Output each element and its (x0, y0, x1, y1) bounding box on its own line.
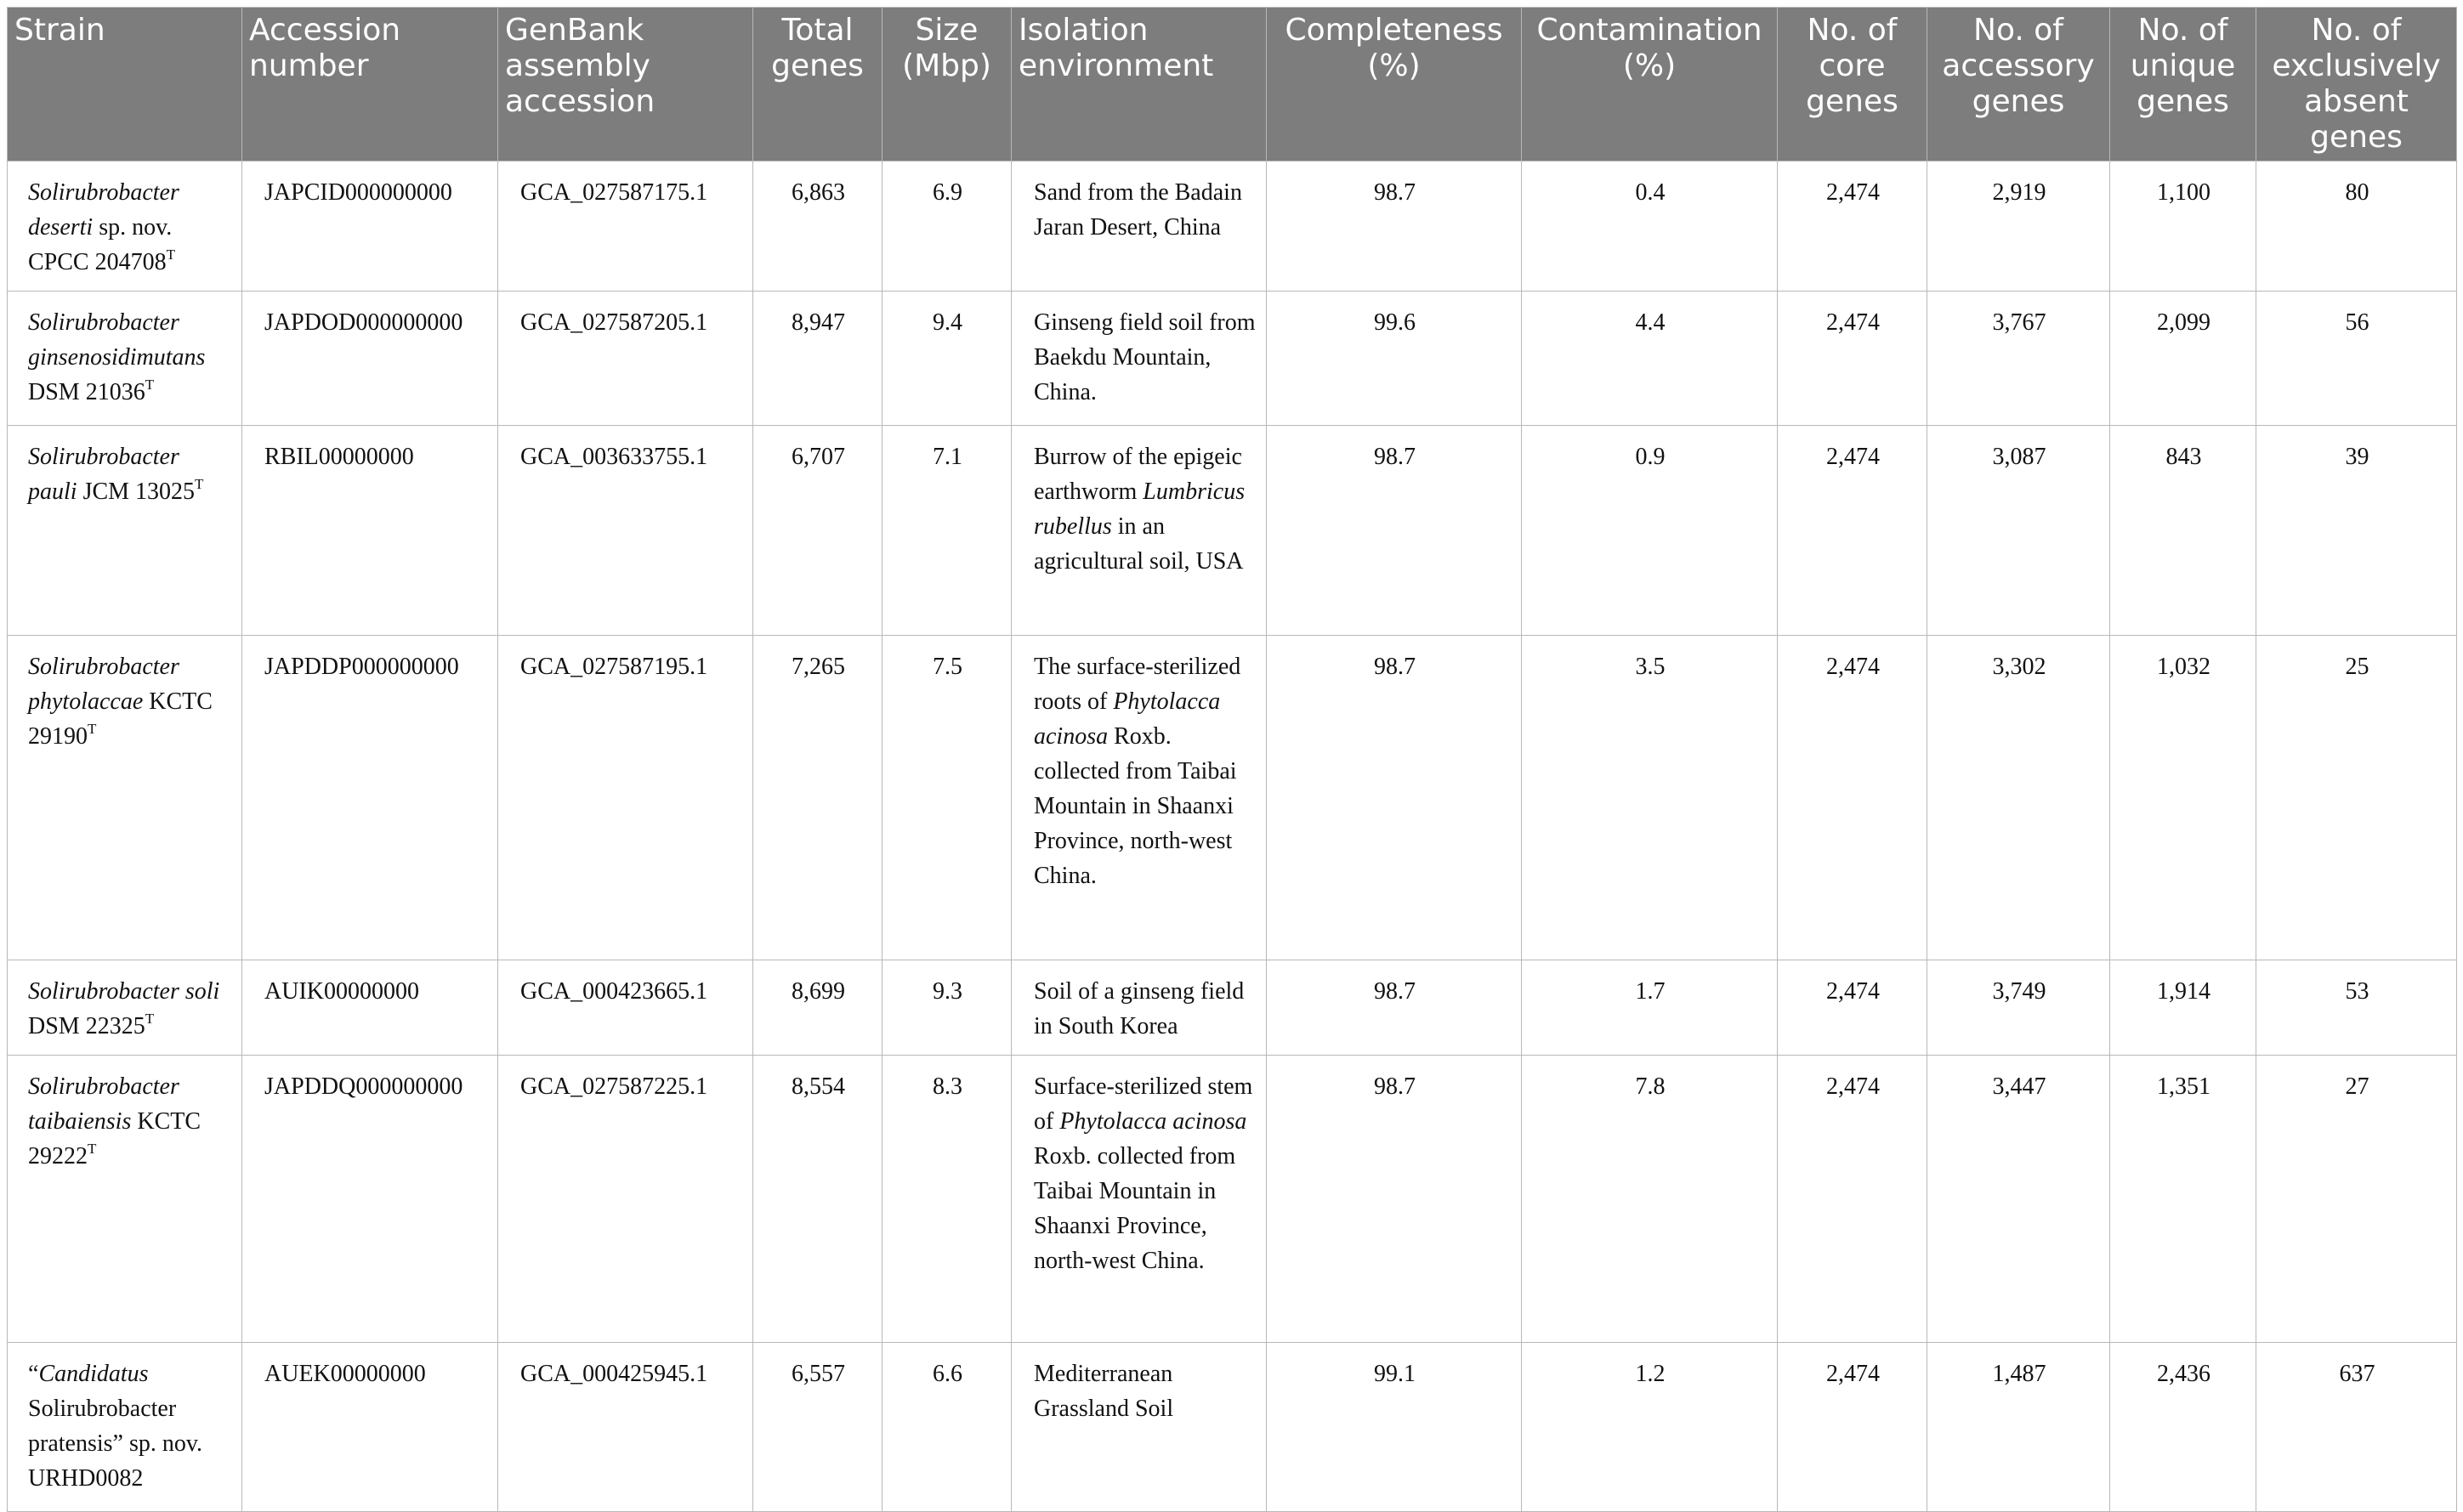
text-span: Ginseng field soil from Baekdu Mountain, China. (1034, 309, 1256, 405)
accessory-genes-cell: 1,487 (1927, 1343, 2110, 1512)
column-header: Isolation environment (1012, 8, 1267, 161)
genome-table (7, 7, 2457, 1512)
contamination-cell: 0.9 (1522, 426, 1778, 636)
strain-cell (8, 960, 242, 1056)
completeness-cell: 98.7 (1267, 1056, 1522, 1343)
size-cell: 9.3 (882, 960, 1012, 1056)
accession-cell: AUIK00000000 (242, 960, 498, 1056)
unique-genes-cell: 1,351 (2110, 1056, 2256, 1343)
text-span: Roxb. collected from Taibai Mountain in Shaanxi Province, north-west China. (1034, 723, 1237, 889)
column-header: Size (Mbp) (882, 8, 1012, 161)
total-genes-cell: 6,557 (753, 1343, 882, 1512)
unique-genes-cell: 1,032 (2110, 636, 2256, 960)
table-row (8, 1343, 2457, 1512)
type-strain-superscript: T (88, 721, 97, 737)
genbank-accession-cell: GCA_000425945.1 (498, 1343, 753, 1512)
text-span: KCTC 29190 (28, 688, 213, 750)
italic-text: Solirubrobacter pauli (28, 444, 179, 505)
text-span: Surface-sterilized stem of (1034, 1073, 1253, 1135)
accession-cell: JAPDDP000000000 (242, 636, 498, 960)
italic-text: Lumbricus rubellus (1034, 479, 1246, 540)
contamination-cell: 7.8 (1522, 1056, 1778, 1343)
column-header: No. of exclusively absent genes (2256, 8, 2457, 161)
column-header: No. of core genes (1778, 8, 1927, 161)
core-genes-cell: 2,474 (1778, 161, 1927, 292)
absent-genes-cell: 56 (2256, 292, 2457, 426)
accession-cell: AUEK00000000 (242, 1343, 498, 1512)
type-strain-superscript: T (88, 1141, 97, 1157)
isolation-environment-cell (1012, 636, 1267, 960)
text-span: DSM 22325 (28, 1013, 145, 1039)
strain-cell (8, 1056, 242, 1343)
contamination-cell: 4.4 (1522, 292, 1778, 426)
text-span: KCTC 29222 (28, 1108, 201, 1169)
core-genes-cell: 2,474 (1778, 1343, 1927, 1512)
isolation-environment-cell (1012, 161, 1267, 292)
text-span: The surface-sterilized roots of (1034, 654, 1241, 715)
genbank-accession-cell: GCA_027587225.1 (498, 1056, 753, 1343)
italic-text: Solirubrobacter ginsenosidimutans (28, 309, 206, 371)
column-header: Total genes (753, 8, 882, 161)
strain-cell (8, 292, 242, 426)
total-genes-cell: 8,699 (753, 960, 882, 1056)
unique-genes-cell: 2,436 (2110, 1343, 2256, 1512)
isolation-environment-cell (1012, 292, 1267, 426)
strain-cell (8, 1343, 242, 1512)
size-cell: 6.9 (882, 161, 1012, 292)
size-cell: 9.4 (882, 292, 1012, 426)
core-genes-cell: 2,474 (1778, 292, 1927, 426)
absent-genes-cell: 80 (2256, 161, 2457, 292)
genbank-accession-cell: GCA_027587195.1 (498, 636, 753, 960)
type-strain-superscript: T (195, 476, 204, 492)
strain-cell (8, 426, 242, 636)
text-span: Soil of a ginseng field in South Korea (1034, 978, 1245, 1039)
size-cell: 6.6 (882, 1343, 1012, 1512)
column-header: Contamination (%) (1522, 8, 1778, 161)
text-span: Burrow of the epigeic earthworm (1034, 444, 1242, 505)
accessory-genes-cell: 3,749 (1927, 960, 2110, 1056)
accession-cell: RBIL00000000 (242, 426, 498, 636)
accession-cell: JAPDOD000000000 (242, 292, 498, 426)
table-row (8, 636, 2457, 960)
size-cell: 8.3 (882, 1056, 1012, 1343)
type-strain-superscript: T (145, 377, 155, 393)
column-header: GenBank assembly accession (498, 8, 753, 161)
absent-genes-cell: 27 (2256, 1056, 2457, 1343)
text-span: JCM 13025 (77, 479, 196, 505)
text-span: Sand from the Badain Jaran Desert, China (1034, 179, 1242, 241)
table-row (8, 161, 2457, 292)
type-strain-superscript: T (145, 1011, 155, 1027)
completeness-cell: 98.7 (1267, 960, 1522, 1056)
table-row (8, 292, 2457, 426)
strain-cell (8, 636, 242, 960)
table-row (8, 1056, 2457, 1343)
contamination-cell: 1.2 (1522, 1343, 1778, 1512)
core-genes-cell: 2,474 (1778, 426, 1927, 636)
total-genes-cell: 6,863 (753, 161, 882, 292)
column-header: Completeness (%) (1267, 8, 1522, 161)
type-strain-superscript: T (166, 246, 175, 263)
absent-genes-cell: 39 (2256, 426, 2457, 636)
completeness-cell: 98.7 (1267, 636, 1522, 960)
total-genes-cell: 8,947 (753, 292, 882, 426)
text-span: Mediterranean Grassland Soil (1034, 1361, 1174, 1422)
size-cell: 7.1 (882, 426, 1012, 636)
text-span: DSM 21036 (28, 379, 145, 405)
italic-text: Phytolacca acinosa (1059, 1108, 1247, 1135)
accessory-genes-cell: 3,767 (1927, 292, 2110, 426)
core-genes-cell: 2,474 (1778, 636, 1927, 960)
accession-cell: JAPDDQ000000000 (242, 1056, 498, 1343)
table-row (8, 426, 2457, 636)
italic-text: Solirubrobacter soli (28, 978, 220, 1005)
absent-genes-cell: 53 (2256, 960, 2457, 1056)
core-genes-cell: 2,474 (1778, 1056, 1927, 1343)
column-header: Strain (8, 8, 242, 161)
unique-genes-cell: 843 (2110, 426, 2256, 636)
italic-text: Candidatus (38, 1361, 149, 1387)
accessory-genes-cell: 3,087 (1927, 426, 2110, 636)
isolation-environment-cell (1012, 1343, 1267, 1512)
size-cell: 7.5 (882, 636, 1012, 960)
total-genes-cell: 7,265 (753, 636, 882, 960)
text-span: in an agricultural soil, USA (1034, 513, 1244, 575)
isolation-environment-cell (1012, 426, 1267, 636)
column-header: No. of accessory genes (1927, 8, 2110, 161)
total-genes-cell: 6,707 (753, 426, 882, 636)
completeness-cell: 98.7 (1267, 426, 1522, 636)
genbank-accession-cell: GCA_000423665.1 (498, 960, 753, 1056)
contamination-cell: 0.4 (1522, 161, 1778, 292)
accessory-genes-cell: 3,447 (1927, 1056, 2110, 1343)
italic-text: Solirubrobacter phytolaccae (28, 654, 179, 715)
italic-text: Solirubrobacter deserti (28, 179, 179, 241)
text-span: Roxb. collected from Taibai Mountain in Shaanxi Province, north-west China. (1034, 1143, 1236, 1274)
table-body (8, 161, 2457, 1512)
text-span: Solirubrobacter pratensis” sp. nov. URHD0082 (28, 1396, 203, 1492)
completeness-cell: 98.7 (1267, 161, 1522, 292)
isolation-environment-cell (1012, 1056, 1267, 1343)
header-row (8, 8, 2457, 161)
completeness-cell: 99.6 (1267, 292, 1522, 426)
strain-cell (8, 161, 242, 292)
accessory-genes-cell: 3,302 (1927, 636, 2110, 960)
unique-genes-cell: 1,100 (2110, 161, 2256, 292)
table-row (8, 960, 2457, 1056)
column-header: Accession number (242, 8, 498, 161)
italic-text: Phytolacca acinosa (1034, 688, 1221, 750)
genbank-accession-cell: GCA_027587205.1 (498, 292, 753, 426)
text-span: sp. nov. CPCC 204708 (28, 214, 173, 275)
unique-genes-cell: 2,099 (2110, 292, 2256, 426)
italic-text: Solirubrobacter taibaiensis (28, 1073, 179, 1135)
contamination-cell: 1.7 (1522, 960, 1778, 1056)
genbank-accession-cell: GCA_027587175.1 (498, 161, 753, 292)
total-genes-cell: 8,554 (753, 1056, 882, 1343)
core-genes-cell: 2,474 (1778, 960, 1927, 1056)
accession-cell: JAPCID000000000 (242, 161, 498, 292)
isolation-environment-cell (1012, 960, 1267, 1056)
unique-genes-cell: 1,914 (2110, 960, 2256, 1056)
completeness-cell: 99.1 (1267, 1343, 1522, 1512)
text-span: “ (28, 1361, 39, 1387)
contamination-cell: 3.5 (1522, 636, 1778, 960)
accessory-genes-cell: 2,919 (1927, 161, 2110, 292)
absent-genes-cell: 637 (2256, 1343, 2457, 1512)
column-header: No. of unique genes (2110, 8, 2256, 161)
genbank-accession-cell: GCA_003633755.1 (498, 426, 753, 636)
absent-genes-cell: 25 (2256, 636, 2457, 960)
